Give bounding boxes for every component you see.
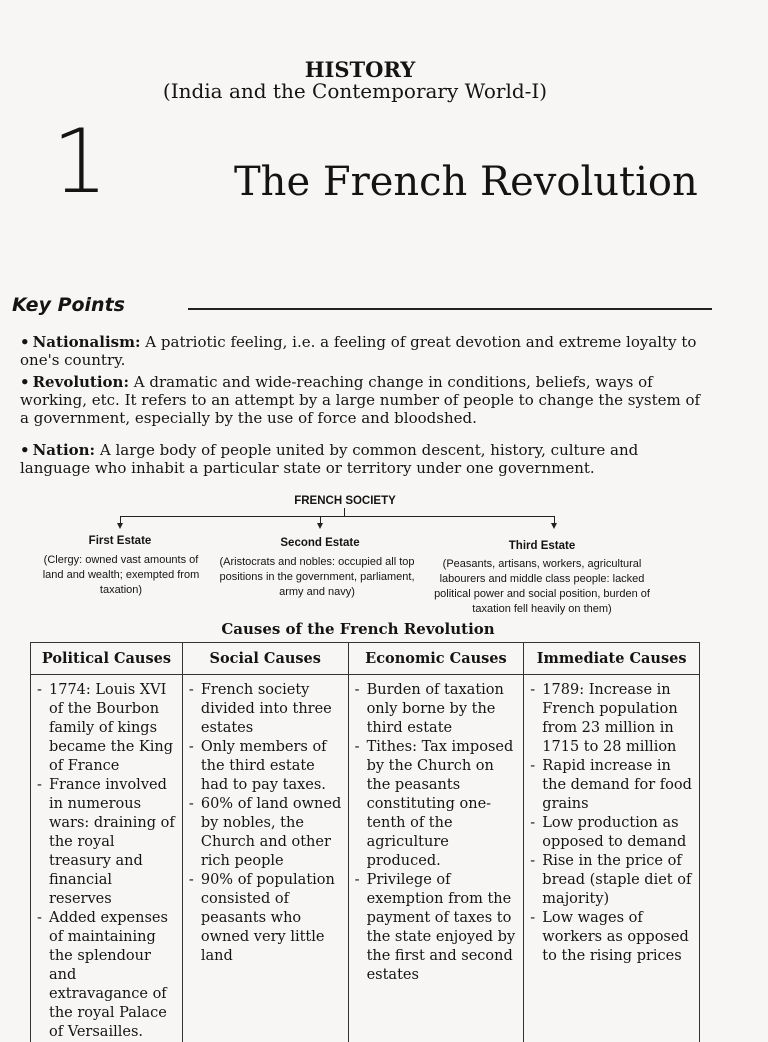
social-causes-cell <box>182 675 348 1042</box>
table-row <box>31 675 700 1042</box>
book-title: (India and the Contemporary World-I) <box>0 79 710 103</box>
first-estate-desc: (Clergy: owned vast amounts of land and wealth; exempted from taxation) <box>36 553 206 598</box>
key-point-term: Revolution: <box>33 373 129 391</box>
list-item: - Low wages of workers as opposed to the rising prices <box>528 909 695 966</box>
key-point-term: Nation: <box>33 441 96 459</box>
list-item: - 90% of population consisted of peasants who owned very little land <box>187 871 344 966</box>
list-item: - Added expenses of maintaining the splendour and extravagance of the royal Palace of Versailles. <box>35 909 178 1042</box>
economic-causes-cell <box>348 675 524 1042</box>
list-item: - Privilege of exemption from the payment of taxes to the state enjoyed by the first and second estates <box>353 871 520 985</box>
key-point-text: A dramatic and wide-reaching change in conditions, beliefs, ways of working, etc. It refers to an attempt by a large number of people to change the system of a government, especially by the use of force and bloodshed. <box>20 373 700 427</box>
french-society-root: FRENCH SOCIETY <box>270 494 420 509</box>
list-item: - France involved in numerous wars: draining of the royal treasury and financial reserves <box>35 776 178 909</box>
first-estate-name: First Estate <box>60 534 180 549</box>
key-point-nationalism: • Nationalism: A patriotic feeling, i.e. a feeling of great devotion and extreme loyalty to one's country. <box>20 333 710 369</box>
chapter-title: The French Revolution <box>234 160 698 204</box>
list-item: - French society divided into three estates <box>187 681 344 738</box>
chapter-number: 1 <box>52 118 108 206</box>
subject-title: HISTORY <box>0 57 720 82</box>
column-header: Economic Causes <box>348 643 524 675</box>
key-point-revolution: • Revolution: A dramatic and wide-reaching change in conditions, beliefs, ways of working, etc. It refers to an attempt by a large number of people to change the system of a government, especially by the use of force and bloodshed. <box>20 373 710 427</box>
third-estate-name: Third Estate <box>477 539 607 554</box>
list-item: - Rise in the price of bread (staple diet of majority) <box>528 852 695 909</box>
list-item: - 60% of land owned by nobles, the Church and other rich people <box>187 795 344 871</box>
political-causes-cell <box>31 675 183 1042</box>
second-estate-name: Second Estate <box>255 536 385 551</box>
list-item: - Only members of the third estate had to pay taxes. <box>187 738 344 795</box>
key-points-heading: Key Points <box>12 294 125 316</box>
key-point-nation: • Nation: A large body of people united by common descent, history, culture and language who inhabit a particular state or territory under one government. <box>20 441 710 477</box>
list-item: - 1789: Increase in French population from 23 million in 1715 to 28 million <box>528 681 695 757</box>
tree-connector <box>120 516 555 517</box>
third-estate-desc: (Peasants, artisans, workers, agricultural labourers and middle class people: lacked political power and social position, burden of taxation fell heavily on them) <box>422 557 662 617</box>
column-header: Immediate Causes <box>524 643 700 675</box>
key-point-text: A patriotic feeling, i.e. a feeling of great devotion and extreme loyalty to one's country. <box>20 333 696 369</box>
list-item: - 1774: Louis XVI of the Bourbon family of kings became the King of France <box>35 681 178 776</box>
list-item: - Burden of taxation only borne by the third estate <box>353 681 520 738</box>
key-points-rule <box>188 308 712 310</box>
immediate-causes-cell <box>524 675 700 1042</box>
arrow-down-icon <box>317 523 323 529</box>
key-point-term: Nationalism: <box>33 333 141 351</box>
list-item: - Rapid increase in the demand for food grains <box>528 757 695 814</box>
column-header: Political Causes <box>31 643 183 675</box>
list-item: - Low production as opposed to demand <box>528 814 695 852</box>
key-point-text: A large body of people united by common descent, history, culture and language who inhabit a particular state or territory under one government. <box>20 441 638 477</box>
column-header: Social Causes <box>182 643 348 675</box>
arrow-down-icon <box>551 523 557 529</box>
causes-table-title: Causes of the French Revolution <box>0 620 716 638</box>
causes-table <box>30 642 700 1042</box>
table-header-row <box>31 643 700 675</box>
second-estate-desc: (Aristocrats and nobles: occupied all top positions in the government, parliament, army and navy) <box>212 555 422 600</box>
arrow-down-icon <box>117 523 123 529</box>
list-item: - Tithes: Tax imposed by the Church on the peasants constituting one-tenth of the agriculture produced. <box>353 738 520 871</box>
